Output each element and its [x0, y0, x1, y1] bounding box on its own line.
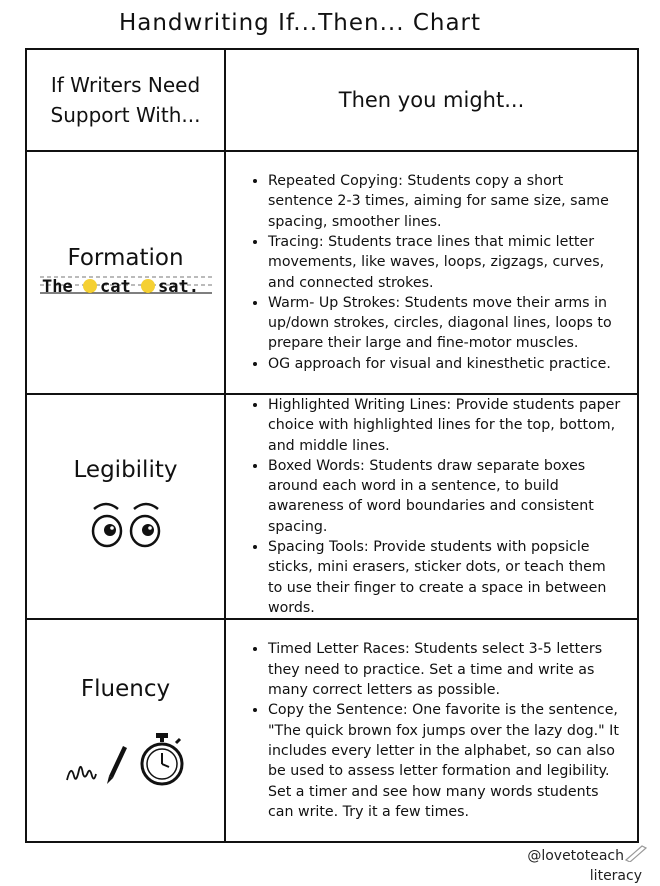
- if-then-table: [25, 48, 639, 843]
- tips-list-formation: [226, 171, 637, 374]
- tips-cell-fluency: [225, 619, 638, 842]
- category-cell-formation: [26, 151, 225, 394]
- fluency-icons: [27, 732, 224, 786]
- spacing-dot-icon: [83, 279, 97, 293]
- table-row-legibility: [26, 394, 638, 619]
- header-row: [26, 49, 638, 151]
- stopwatch-icon: [137, 732, 187, 786]
- header-left-cell: [26, 49, 225, 151]
- table-row-fluency: [26, 619, 638, 842]
- tips-cell-legibility: [225, 394, 638, 619]
- tips-cell-formation: [225, 151, 638, 394]
- category-formation: Formation: [67, 244, 184, 271]
- category-cell-fluency: [26, 619, 225, 842]
- eyes-icon: [86, 497, 166, 557]
- table-row-formation: [26, 151, 638, 394]
- header-left-line-1: If Writers Need: [50, 73, 201, 97]
- tips-list-legibility: [226, 395, 637, 618]
- pen-writing-icon: [65, 740, 127, 786]
- category-fluency: Fluency: [80, 675, 171, 702]
- footer-line-1: @lovetoteach: [527, 848, 624, 864]
- chart-title: Handwriting If...Then... Chart: [118, 10, 482, 36]
- list-item: • Boxed Words: Students draw separate boxes around each word in a sentence, to build awareness of word boundaries and consistent spacing.: [268, 456, 623, 537]
- spacing-dot-icon: [141, 279, 155, 293]
- tips-list-fluency: [226, 639, 637, 822]
- list-item: • Spacing Tools: Provide students with popsicle sticks, mini erasers, sticker dots, or teach them to use their finger to create a space in between words.: [268, 537, 623, 618]
- pencil-icon: [624, 842, 648, 862]
- footer-line-2: literacy: [589, 868, 642, 884]
- illustration-word-the: The: [41, 276, 73, 297]
- list-item: • OG approach for visual and kinesthetic practice.: [268, 354, 623, 374]
- list-item: • Copy the Sentence: One favorite is the sentence, "The quick brown fox jumps over the lazy dog." It includes every letter in the alphabet, so can also be used to assess letter formation and legibility. Set a timer and see how many words students can write. Try it a few times.: [268, 700, 623, 822]
- illustration-word-cat: cat: [99, 276, 131, 297]
- handwriting-lines-illustration: [36, 271, 216, 301]
- category-legibility: Legibility: [73, 456, 178, 483]
- illustration-word-sat: sat.: [157, 276, 199, 297]
- footer-credit: [527, 846, 642, 886]
- category-cell-legibility: [26, 394, 225, 619]
- header-right-cell: Then you might...: [225, 49, 638, 151]
- list-item: • Tracing: Students trace lines that mimic letter movements, like waves, loops, zigzags, curves, and connected strokes.: [268, 232, 623, 293]
- list-item: • Timed Letter Races: Students select 3-5 letters they need to practice. Set a time and write as many correct letters as possible.: [268, 639, 623, 700]
- list-item: • Repeated Copying: Students copy a short sentence 2-3 times, aiming for same size, same spacing, smoother lines.: [268, 171, 623, 232]
- header-left-line-2: Support With...: [50, 103, 201, 127]
- list-item: • Highlighted Writing Lines: Provide students paper choice with highlighted lines for the top, bottom, and middle lines.: [268, 395, 623, 456]
- list-item: • Warm- Up Strokes: Students move their arms in up/down strokes, circles, diagonal lines, loops to prepare their large and fine-motor muscles.: [268, 293, 623, 354]
